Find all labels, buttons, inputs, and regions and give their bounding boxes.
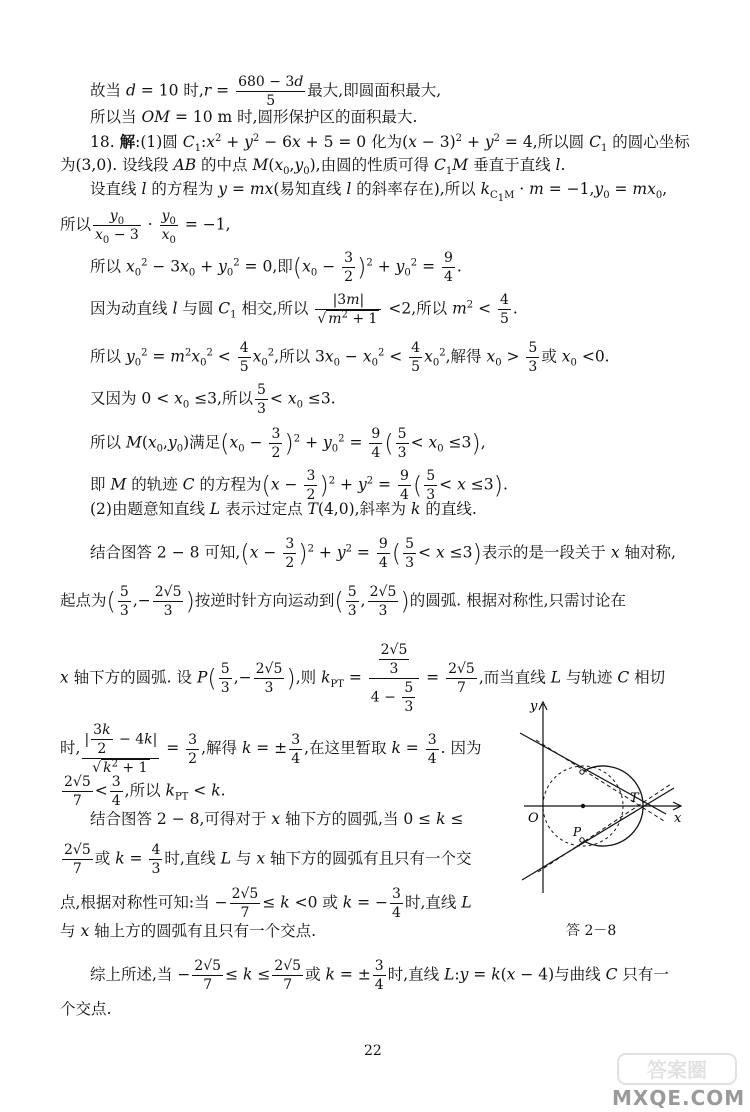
text-line: 时, | $\frac{3k}{2}$ − 4k| √ $k^2 + 1$ = $\frac{3}{2}$ ,解得 k = ± $\frac{3}{4}$ ,在这里暂取 k = $\frac{3}{4}$ . 因为 — [60, 722, 482, 777]
text-line: 结合图答 2 − 8 可知,(x − $\frac{3}{2}$ )$^2 + y^2$ = $\frac{9}{4}$ ( $\frac{5}{3}$ < x ≤3)表示的是一段关于 x 轴对称, — [90, 536, 676, 572]
text-line: 设直线 l 的方程为 y = mx(易知直线 l 的斜率存在),所以 $k_{C_1M} \cdot m = -1,y_0 = mx_0$, — [90, 180, 668, 205]
text-line: 个交点. — [60, 1000, 112, 1018]
figure-caption: 答 2－8 — [566, 923, 617, 939]
text-line: 所以 $M(x_0,y_0)$满足($x_0$ − $\frac{3}{2}$ )$^2 + y_0^2$ = $\frac{9}{4}$ ( $\frac{5}{3}$ < $x_0 \le 3$), — [90, 426, 486, 462]
text-line: 与 x 轴上方的圆弧有且只有一个交点. — [60, 922, 317, 940]
text-line: 综上所述,当 − $\frac{2√5}{7}$ ≤ k ≤ $\frac{2√5}{7}$ 或 k = ± $\frac{3}{4}$ 时,直线 L:y = k(x − 4)与曲线 C 只有一 — [90, 958, 669, 994]
text-line: 18. 解:(1)圆 $C_1:x^2 + y^2 - 6x + 5 = 0$ 化为$(x - 3)^2 + y^2 = 4$,所以圆 $C_1$ 的圆心坐标 — [90, 132, 690, 155]
text-line: 所以 $y_0^2 = m^2x_0^2$ < $\frac{4}{5}$ $x_0^2$,所以 $3x_0 - x_0^2$ < $\frac{4}{5}$ $x_0^2$,解得 $x_0$ > $\frac{5}{3}$ 或 $x_0 <0$. — [90, 340, 610, 376]
line-L-lower — [522, 788, 674, 880]
text-line: $\frac{2√5}{7}$ < $\frac{3}{4}$ ,所以 $k_{PT} < k$. — [64, 774, 226, 810]
text-line: $\frac{2√5}{7}$ 或 k = $\frac{4}{3}$ 时,直线 L 与 x 轴下方的圆弧有且只有一个交 — [64, 842, 472, 878]
point-T-label: T — [630, 791, 639, 806]
text-line: 所以 $x_0^2 - 3x_0 + y_0^2 = 0$,即($x_0$ − $\frac{3}{2}$ )$^2 + y_0^2$ = $\frac{9}{4}$ . — [90, 250, 462, 286]
text-line: 为(3,0). 设线段 AB 的中点 $M(x_0,y_0)$,由圆的性质可得 $C_1M$ 垂直于直线 l. — [60, 156, 566, 178]
text-line: 起点为( $\frac{5}{3}$ ,− $\frac{2√5}{3}$ )按逆时针方向运动到( $\frac{5}{3}$ , $\frac{2√5}{3}$ )的圆弧. 根据对称性,只需讨论在 — [60, 584, 627, 620]
point-P-label: P — [573, 825, 582, 839]
text-line: 故当 d = 10 时,r = $\frac{680 - 3d}{5}$ 最大,即圆面积最大, — [90, 74, 442, 110]
text-line: 即 M 的轨迹 C 的方程为(x − $\frac{3}{2}$ )$^2 + y^2$ = $\frac{9}{4}$ ( $\frac{5}{3}$ < x ≤3). — [90, 468, 508, 504]
text-line: 点,根据对称性可知:当 − $\frac{2√5}{7}$ ≤ k <0 或 k = − $\frac{3}{4}$ 时,直线 L — [60, 886, 472, 922]
text-line: 又因为 $0 < x_0 \le 3$,所以 $\frac{5}{3}$ < $x_0 \le 3$. — [90, 382, 336, 418]
svg-text:答案圈: 答案圈 — [647, 1058, 707, 1082]
dashed-line-lower — [538, 784, 671, 872]
page-number: 22 — [364, 1043, 382, 1059]
text-line: 所以当 OM = 10 m 时,圆形保护区的面积最大. — [90, 108, 418, 126]
watermark-text: MXQE.COM — [612, 1086, 746, 1110]
text-line: 所以 $\frac{y_0}{x_0 - 3}$ · $\frac{y_0}{x_0}$ = −1, — [60, 208, 231, 246]
origin-label: O — [528, 811, 539, 826]
text-line: 因为动直线 l 与圆 $C_1$ 相交,所以 $\frac{|3m|}{√ m^2 + 1}$ <2,所以 $m^2$ < $\frac{4}{5}$ . — [90, 292, 518, 328]
text-line: x 轴下方的圆弧. 设 P( $\frac{5}{3}$ ,− $\frac{2√5}{3}$ ),则 $k_{PT}$ = $\frac{2√5}{3}$ 4 − $\frac{5}{3}$ = $\frac{2√5}{7}$ ,而当直线 L 与轨迹 C 相切 — [60, 642, 666, 716]
x-axis-label: x — [674, 811, 682, 826]
circle-center — [581, 804, 585, 808]
text-line: (2)由题意知直线 L 表示过定点 T(4,0),斜率为 k 的直线. — [90, 500, 477, 518]
dashed-line-upper — [536, 740, 664, 821]
text-line: 结合图答 2 − 8,可得对于 x 轴下方的圆弧,当 0 ≤ k ≤ — [90, 810, 464, 828]
y-axis-label: y — [530, 699, 538, 714]
geometry-figure — [516, 698, 684, 898]
